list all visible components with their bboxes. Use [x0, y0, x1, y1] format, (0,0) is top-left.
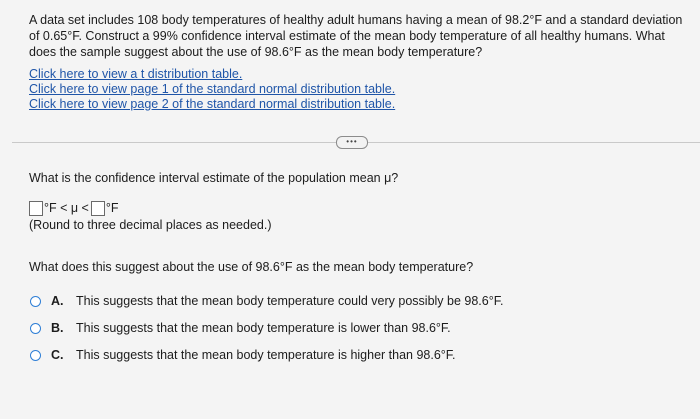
- resource-links: [29, 67, 395, 112]
- part1-prompt: What is the confidence interval estimate of the population mean μ?: [29, 171, 399, 185]
- interval-middle-text: °F < μ <: [44, 201, 89, 215]
- lower-bound-input[interactable]: [29, 201, 43, 216]
- t-table-link[interactable]: Click here to view a t distribution table.: [29, 67, 243, 81]
- interval-unit-text: °F: [105, 201, 119, 215]
- option-text: This suggests that the mean body temperature is higher than 98.6°F.: [76, 348, 456, 362]
- option-letter: B.: [51, 321, 64, 335]
- more-button[interactable]: •••: [336, 136, 368, 149]
- radio-icon[interactable]: [30, 296, 41, 307]
- radio-icon[interactable]: [30, 323, 41, 334]
- normal-table-page1-link[interactable]: Click here to view page 1 of the standard normal distribution table.: [29, 82, 396, 96]
- question-text: [29, 12, 689, 60]
- question-line: does the sample suggest about the use of 98.6°F as the mean body temperature?: [29, 45, 483, 59]
- option-letter: A.: [51, 294, 64, 308]
- normal-table-page2-link[interactable]: Click here to view page 2 of the standard normal distribution table.: [29, 97, 396, 111]
- option-text: This suggests that the mean body temperature could very possibly be 98.6°F.: [76, 294, 504, 308]
- interval-answer-row: [29, 200, 119, 216]
- question-line: A data set includes 108 body temperatures of healthy adult humans having a mean of 98.2°F and a standard deviation: [29, 13, 683, 27]
- radio-icon[interactable]: [30, 350, 41, 361]
- rounding-note: (Round to three decimal places as needed.): [29, 218, 272, 232]
- option-letter: C.: [51, 348, 64, 362]
- question-line: of 0.65°F. Construct a 99% confidence interval estimate of the mean body temperature of all healthy humans. What: [29, 29, 665, 43]
- upper-bound-input[interactable]: [91, 201, 105, 216]
- option-b[interactable]: [30, 320, 451, 336]
- option-text: This suggests that the mean body temperature is lower than 98.6°F.: [76, 321, 451, 335]
- part2-prompt: What does this suggest about the use of 98.6°F as the mean body temperature?: [29, 260, 474, 274]
- option-a[interactable]: [30, 293, 503, 309]
- option-c[interactable]: [30, 347, 456, 363]
